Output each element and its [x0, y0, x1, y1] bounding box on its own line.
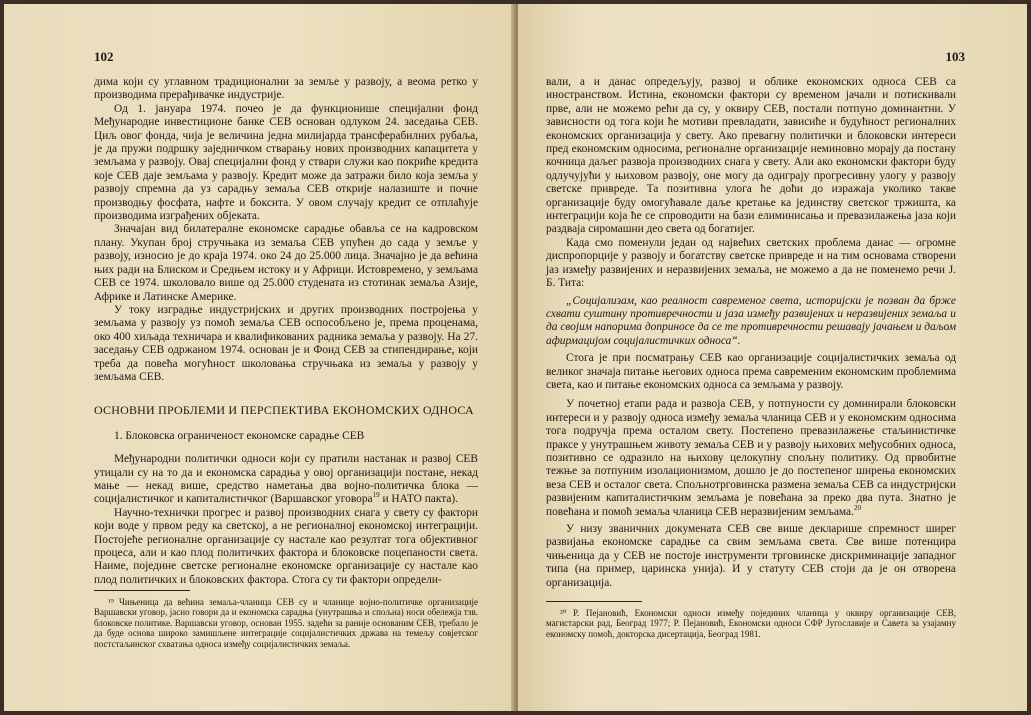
quote: „Социјализам, као реалност савременог света, историјски је позван да брже схвати суштину противречности и јаза између развијених и неразвијених земаља и да својим напорима доприносе да се те противречности решавају јачањем и даљом афирмацијом социјалистичких односа“. — [546, 294, 956, 347]
right-page — [518, 4, 1027, 711]
footnote-rule — [94, 590, 190, 591]
paragraph-text: и НАТО пакта). — [379, 493, 459, 506]
paragraph: дима који су углавном традиционални за земље у развоју, а веома ретко у производима прерађивачке индустрије. — [94, 76, 478, 102]
footnotes — [94, 590, 478, 649]
page-number: 102 — [94, 49, 114, 64]
paragraph-text: Међународни политички односи који су пратили настанак и развој СЕВ утицали су на то да и економска сарадња у овој организацији постане, некад мање — некад више, средство наметања два војно-политичка блока — социјалистичког и капиталистичког (Варшавског уговора — [94, 453, 478, 506]
footnote: ¹⁹ Чињеница да већина земаља-чланица СЕВ су и чланице војно-политичке организације Варшавски уговор, јасно говори да и економска сарадња (унутрашња и спољна) носи обележја тзв. блоковске политике. Варшавски уговор, основан 1955. задећи за раније основаним СЕВ, требало је да буде основа широко замишљене интеграције социјалистичких држава на темељу совјетског постстаљинског схватања односа између социјалистичких земаља. — [94, 597, 478, 649]
page-number: 103 — [945, 49, 965, 64]
footnote: ²⁰ Р. Пејановић, Економски односи између појединих чланица у оквиру организације СЕВ, магистарски рад, Београд 1977; Р. Пејановић, Економски односи СФР Југославије и Савета за узајамну економску помоћ, докторска дисертација, Београд 1981. — [546, 608, 956, 639]
paragraph: Када смо поменули један од највећих светских проблема данас — огромне диспропорције у развоју и богатству светске привреде и на тим основама створени јаз између развијених и неразвијених земаља, не можемо а да не поменемо речи Ј. Б. Тита: — [546, 236, 956, 290]
paragraph: Од 1. јануара 1974. почео је да функционише специјални фонд Међународне инвестиционе банке СЕВ основан одлуком 24. заседања СЕВ. Циљ овог фонда, чија је величина једна милијарда трансферабилних рубаља, је да пружи подршку заједничком стварању нових производних капацитета у земљама у развоју. Овај специјални фонд у ствари служи као покриће кредита које СЕВ даје земљама у развоју. Кредит може да затражи било која земља у развоју спремна да уз сарадњу земаља СЕВ открије налазиште и почне производњу фосфата, нафте и боксита. У овом случају кредит се отплаћује производима изграђених објеката. — [94, 102, 478, 223]
paragraph — [546, 398, 956, 519]
paragraph: Научно-технички прогрес и развој производних снага у свету су фактори који воде у првом реду ка светској, а не регионалној економској интеграцији. Постојеће регионалне организације су настале као резултат тога објективног процеса, али и као плод политичких фактора и блоковске поцепаности света. Наиме, поједине светске регионалне економске организације су настале као плод политичких и блоковских фактора. Стога су ти фактори определи- — [94, 506, 478, 586]
left-body-text — [94, 76, 478, 587]
section-heading: ОСНОВНИ ПРОБЛЕМИ И ПЕРСПЕКТИВА ЕКОНОМСКИХ ОДНОСА — [94, 403, 474, 418]
paragraph: Стога је при посматрању СЕВ као организације социјалистичких земаља од великог значаја питање његових односа према савременим економским проблемима света, као и питање економских односа са земљама у развоју. — [546, 352, 956, 391]
paragraph: вали, а и данас опредељују, развој и облике економских односа СЕВ са иностранством. Истина, економски фактори су временом јачали и потискивали прве, али не можемо рећи да су, у оквиру СЕВ, постали потпуно доминантни. У зависности од тога који ће мотиви превладати, зависиће и будућност регионалних економских организација у свету. Ако превагну политички и блоковски интереси пред економским односима, регионалне организације неминовно морају да постану кочница даљег развоја производних снага у свету. Али ако економски фактори буду одлучујући у њиховом развоју, оне могу да одиграју прогресивну улогу у развоју светске привреде. Та позитивна улога ће доћи до изражаја уколико такве организације буду омогућавале даље кретање ка јединству светског тржишта, ка интеграцији која ће се спроводити на бази елиминисања и превазилажења јаза који раздваја сиромашни део света од богатијег. — [546, 76, 956, 236]
footnotes — [546, 601, 956, 639]
book-spread — [4, 4, 1027, 711]
paragraph-text: У почетној етапи рада и развоја СЕВ, у потпуности су доминирали блоковски интереси и у развоју односа између земаља чланица СЕВ и у економским односима тога подручја према осталом свету. Постепено превазилажење стаљинистичке праксе у унутрашњем животу земаља СЕВ и у развоју њихових међусобних односа, позитивно се одразило на њихову целокупну спољну политику. Од првобитне тежње за потпуним изолационизмом, дошло је до постепеног ширења економских веза СЕВ и осталог света. Спољнотрговинска размена земаља СЕВ са индустријски развијеним капиталистичким земљама је повећана за преко два пута. Знатно је повећана и помоћ земаља чланица СЕВ неразвијеним земљама. — [546, 398, 956, 518]
footnote-reference: 20 — [853, 503, 861, 512]
paragraph: У току изградње индустријских и других производних постројења у земљама у развоју уз помоћ земаља СЕВ оспособљено је, према проценама, око 400 хиљада техничара и квалификованих радника земаља у развоју. На 27. заседању СЕВ одржаном 1974. основан је и Фонд СЕВ за стипендирање, који треба да повећа могућност школовања стручњака из земаља у развоју у земљама СЕВ. — [94, 303, 478, 383]
left-page — [4, 4, 516, 711]
footnote-reference: 19 — [372, 491, 380, 500]
subsection-heading: 1. Блоковска ограниченост економске сарадње СЕВ — [114, 429, 365, 442]
paragraph — [94, 453, 478, 507]
paragraph: У низу званичних докумената СЕВ све више декларише спремност ширег развијања економске сарадње са свим земљама света. Све више потенцира чињеница да у СЕВ не постоје инструменти трговинске дискриминације западног типа (на пример, царинска унија). И у статуту СЕВ стоји да је он отворена организација. — [546, 523, 956, 589]
footnote-rule — [546, 601, 642, 602]
paragraph: Значајан вид билатералне економске сарадње обавља се на кадровском плану. Укупан број стручњака из земаља СЕВ упућен до сада у земље у развоју, износио је до краја 1974. око 24 до 25.000 лица. Значајно је да већина њих ради на Блиском и Средњем истоку и у Африци. Истовремено, у земљама СЕВ се 1974. школовало више од 25.000 студената из стотинак земаља Азије, Африке и Латинске Америке. — [94, 223, 478, 303]
right-body-text — [546, 76, 956, 590]
